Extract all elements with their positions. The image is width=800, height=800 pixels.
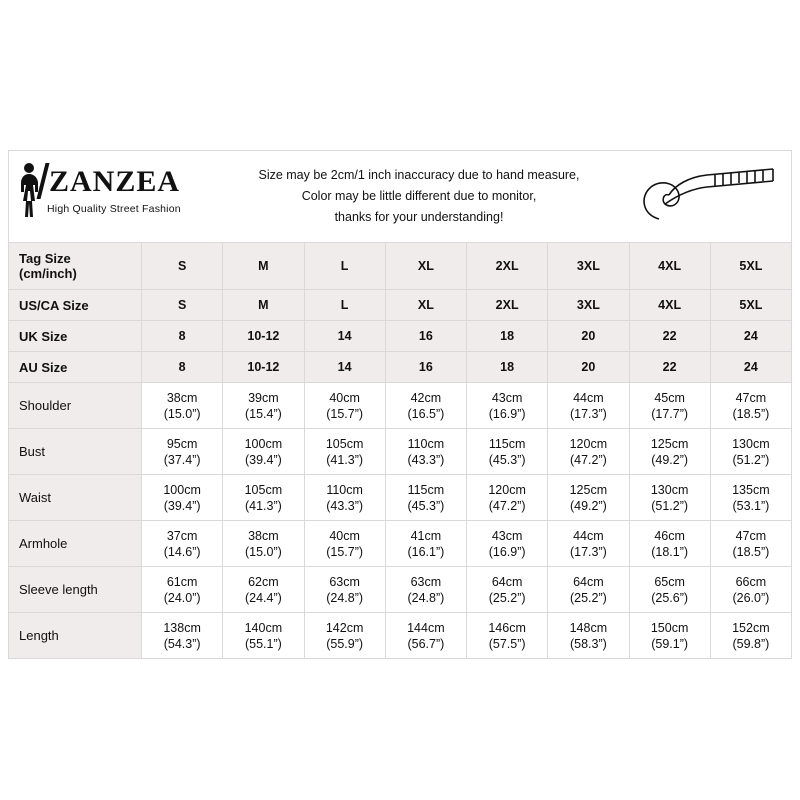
- measurement-notice: [209, 165, 629, 228]
- table-row: [9, 243, 792, 290]
- cell-us-ca-5: 2XL: [467, 290, 548, 321]
- row-label-uk-size: UK Size: [9, 321, 142, 352]
- row-label-sleeve-length: Sleeve length: [9, 567, 142, 613]
- cell-us-ca-7: 4XL: [629, 290, 710, 321]
- cell-sleeve-8: 66cm (26.0”): [710, 567, 791, 613]
- table-row: [9, 613, 792, 659]
- row-label-us-ca-size: US/CA Size: [9, 290, 142, 321]
- cell-length-4: 144cm (56.7”): [385, 613, 466, 659]
- cell-shoulder-8: 47cm (18.5”): [710, 383, 791, 429]
- cell-sleeve-4: 63cm (24.8”): [385, 567, 466, 613]
- cell-waist-7: 130cm (51.2”): [629, 475, 710, 521]
- cell-length-7: 150cm (59.1”): [629, 613, 710, 659]
- cell-shoulder-5: 43cm (16.9”): [467, 383, 548, 429]
- cell-us-ca-3: L: [304, 290, 385, 321]
- cell-length-1: 138cm (54.3”): [142, 613, 223, 659]
- table-row: [9, 321, 792, 352]
- cell-tag-size-l: L: [304, 243, 385, 290]
- cell-length-2: 140cm (55.1”): [223, 613, 304, 659]
- cell-us-ca-8: 5XL: [710, 290, 791, 321]
- cell-waist-2: 105cm (41.3”): [223, 475, 304, 521]
- cell-armhole-1: 37cm (14.6”): [142, 521, 223, 567]
- row-label-sub: (cm/inch): [19, 266, 77, 281]
- cell-armhole-2: 38cm (15.0”): [223, 521, 304, 567]
- cell-shoulder-2: 39cm (15.4”): [223, 383, 304, 429]
- table-row: [9, 475, 792, 521]
- cell-bust-2: 100cm (39.4”): [223, 429, 304, 475]
- cell-tag-size-4xl: 4XL: [629, 243, 710, 290]
- cell-shoulder-4: 42cm (16.5”): [385, 383, 466, 429]
- cell-us-ca-4: XL: [385, 290, 466, 321]
- row-label-length: Length: [9, 613, 142, 659]
- cell-waist-1: 100cm (39.4”): [142, 475, 223, 521]
- cell-sleeve-2: 62cm (24.4”): [223, 567, 304, 613]
- notice-line-2: Color may be little different due to monitor,: [301, 189, 537, 203]
- table-row: [9, 290, 792, 321]
- cell-length-8: 152cm (59.8”): [710, 613, 791, 659]
- cell-shoulder-1: 38cm (15.0”): [142, 383, 223, 429]
- table-row: [9, 567, 792, 613]
- cell-tag-size-s: S: [142, 243, 223, 290]
- cell-length-5: 146cm (57.5”): [467, 613, 548, 659]
- cell-sleeve-3: 63cm (24.8”): [304, 567, 385, 613]
- cell-bust-8: 130cm (51.2”): [710, 429, 791, 475]
- notice-line-3: thanks for your understanding!: [334, 210, 504, 224]
- cell-au-4: 16: [385, 352, 466, 383]
- cell-waist-3: 110cm (43.3”): [304, 475, 385, 521]
- cell-us-ca-2: M: [223, 290, 304, 321]
- cell-length-3: 142cm (55.9”): [304, 613, 385, 659]
- cell-bust-1: 95cm (37.4”): [142, 429, 223, 475]
- cell-tag-size-m: M: [223, 243, 304, 290]
- cell-us-ca-1: S: [142, 290, 223, 321]
- row-label-bust: Bust: [9, 429, 142, 475]
- cell-armhole-6: 44cm (17.3”): [548, 521, 629, 567]
- cell-tag-size-2xl: 2XL: [467, 243, 548, 290]
- cell-bust-5: 115cm (45.3”): [467, 429, 548, 475]
- cell-tag-size-xl: XL: [385, 243, 466, 290]
- cell-bust-7: 125cm (49.2”): [629, 429, 710, 475]
- table-row: [9, 383, 792, 429]
- row-label-tag-size: [9, 243, 142, 290]
- cell-au-2: 10-12: [223, 352, 304, 383]
- row-label-shoulder: Shoulder: [9, 383, 142, 429]
- cell-bust-6: 120cm (47.2”): [548, 429, 629, 475]
- cell-sleeve-1: 61cm (24.0”): [142, 567, 223, 613]
- cell-uk-4: 16: [385, 321, 466, 352]
- cell-armhole-4: 41cm (16.1”): [385, 521, 466, 567]
- cell-length-6: 148cm (58.3”): [548, 613, 629, 659]
- notice-line-1: Size may be 2cm/1 inch inaccuracy due to hand measure,: [258, 168, 580, 182]
- cell-uk-2: 10-12: [223, 321, 304, 352]
- table-row: [9, 521, 792, 567]
- cell-au-1: 8: [142, 352, 223, 383]
- cell-sleeve-5: 64cm (25.2”): [467, 567, 548, 613]
- chart-header: [8, 150, 792, 242]
- size-table: [8, 242, 792, 659]
- cell-au-3: 14: [304, 352, 385, 383]
- table-row: [9, 352, 792, 383]
- cell-au-8: 24: [710, 352, 791, 383]
- row-label-waist: Waist: [9, 475, 142, 521]
- cell-uk-1: 8: [142, 321, 223, 352]
- cell-uk-6: 20: [548, 321, 629, 352]
- cell-us-ca-6: 3XL: [548, 290, 629, 321]
- cell-shoulder-6: 44cm (17.3”): [548, 383, 629, 429]
- cell-uk-5: 18: [467, 321, 548, 352]
- cell-sleeve-7: 65cm (25.6”): [629, 567, 710, 613]
- cell-au-5: 18: [467, 352, 548, 383]
- size-chart: [8, 150, 792, 659]
- row-label-armhole: Armhole: [9, 521, 142, 567]
- cell-bust-4: 110cm (43.3”): [385, 429, 466, 475]
- cell-au-7: 22: [629, 352, 710, 383]
- row-label-au-size: AU Size: [9, 352, 142, 383]
- brand-logo: [15, 159, 205, 235]
- cell-armhole-8: 47cm (18.5”): [710, 521, 791, 567]
- brand-name: ZANZEA: [49, 165, 181, 198]
- cell-bust-3: 105cm (41.3”): [304, 429, 385, 475]
- brand-tagline: High Quality Street Fashion: [47, 203, 181, 215]
- cell-uk-3: 14: [304, 321, 385, 352]
- cell-uk-7: 22: [629, 321, 710, 352]
- cell-uk-8: 24: [710, 321, 791, 352]
- cell-armhole-7: 46cm (18.1”): [629, 521, 710, 567]
- cell-armhole-3: 40cm (15.7”): [304, 521, 385, 567]
- cell-tag-size-3xl: 3XL: [548, 243, 629, 290]
- row-label-main: Tag Size: [19, 251, 71, 266]
- cell-waist-5: 120cm (47.2”): [467, 475, 548, 521]
- cell-waist-8: 135cm (53.1”): [710, 475, 791, 521]
- cell-waist-4: 115cm (45.3”): [385, 475, 466, 521]
- measuring-tape-icon: [623, 159, 783, 233]
- table-row: [9, 429, 792, 475]
- cell-waist-6: 125cm (49.2”): [548, 475, 629, 521]
- cell-sleeve-6: 64cm (25.2”): [548, 567, 629, 613]
- cell-shoulder-7: 45cm (17.7”): [629, 383, 710, 429]
- cell-au-6: 20: [548, 352, 629, 383]
- cell-shoulder-3: 40cm (15.7”): [304, 383, 385, 429]
- cell-armhole-5: 43cm (16.9”): [467, 521, 548, 567]
- cell-tag-size-5xl: 5XL: [710, 243, 791, 290]
